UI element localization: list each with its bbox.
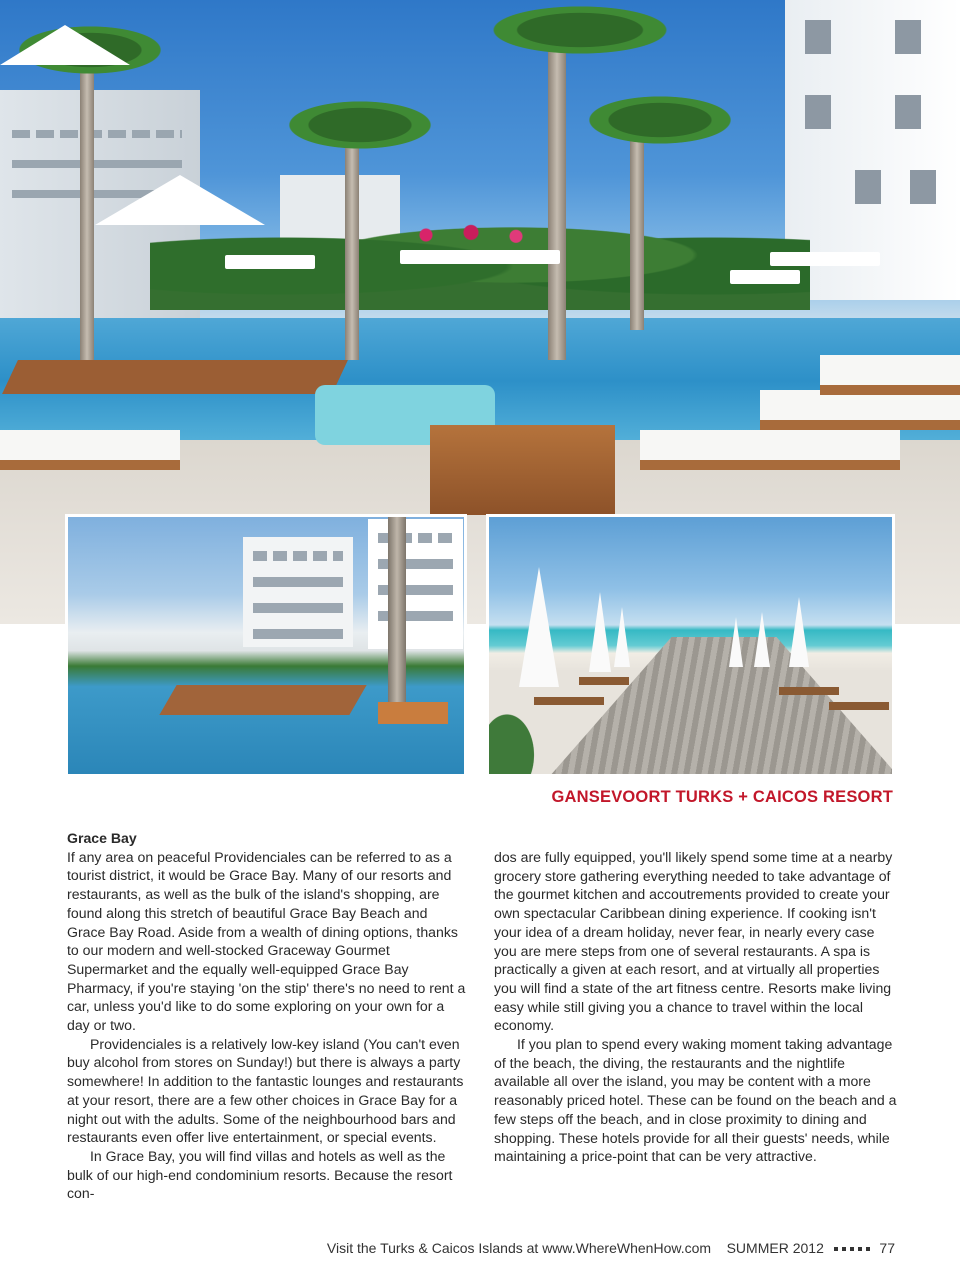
photo-palm-trunk	[388, 517, 406, 717]
hero-umbrella	[770, 252, 880, 266]
page-number: 77	[879, 1240, 895, 1256]
photo-table	[579, 677, 629, 685]
paragraph: If you plan to spend every waking moment taking advantage of the beach, the diving, the restaurants and the nightlife available all over the island, you may be content with a more reasonably priced hotel. These can be found on the beach and a few steps off the beach, and in close proximity to dining and shopping. These hotels provide for all their guests' needs, while maintaining a price-point that can be very attractive.	[494, 1036, 897, 1165]
photo-table	[534, 697, 604, 705]
photo-umbrella	[589, 592, 611, 672]
photo-umbrella	[519, 567, 559, 687]
photo-caption: GANSEVOORT TURKS + CAICOS RESORT	[551, 788, 893, 806]
hero-palm-trunk	[630, 130, 644, 330]
photo-umbrella	[614, 607, 630, 667]
hero-palm-trunk	[80, 60, 94, 360]
footer-issue: SUMMER 2012	[726, 1240, 824, 1256]
hero-lounger	[0, 430, 180, 470]
page-footer	[327, 1240, 895, 1256]
paragraph: If any area on peaceful Providenciales can be referred to as a tourist district, it would be Grace Bay. Many of our resorts and restaurants, as well as the bulk of the island's shopping, are found along this stretch of beautiful Grace Bay Beach and Grace Bay Road. Aside from a wealth of dining options, thanks to our modern and well-stocked Graceway Gourmet Supermarket and the equally well-equipped Grace Bay Pharmacy, if you're staying 'on the stip' there's no need to rent a car, unless you'd like to do some exploring on your own for a day or two.	[67, 848, 466, 1034]
hero-flowers	[390, 222, 570, 248]
article-column-right	[494, 848, 899, 1166]
paragraph: Providenciales is a relatively low-key island (You can't even buy alcohol from stores on Sunday!) but there is always a party somewhere! In addition to the fantastic lounges and restaurants at your resort, there are a few other choices in Grace Bay for a night out with the adults. Some of the neighbourhood bars and restaurants even offer live entertainment, or special events.	[67, 1035, 464, 1146]
hero-palm-fronds	[270, 95, 450, 155]
photo-building	[243, 537, 353, 647]
hero-palm-fronds	[470, 0, 690, 60]
photo-wood-deck	[159, 685, 366, 715]
article-column-left	[67, 829, 467, 1203]
hero-palm-trunk	[548, 30, 566, 360]
photo-table	[829, 702, 889, 710]
hero-wood-table	[430, 425, 615, 515]
photo-umbrella	[789, 597, 809, 667]
photo-pool-terrace	[65, 514, 467, 777]
hero-lounger	[760, 390, 960, 430]
photo-beach-dining	[486, 514, 895, 777]
hero-umbrella	[400, 250, 560, 264]
photo-building	[368, 519, 463, 649]
hero-palm-trunk	[345, 130, 359, 360]
hero-wood-deck	[2, 360, 348, 394]
section-heading: Grace Bay	[67, 830, 137, 846]
photo-table	[779, 687, 839, 695]
hero-umbrella	[730, 270, 800, 284]
hero-lounger	[640, 430, 900, 470]
hero-palm-fronds	[570, 90, 750, 150]
photo-wood-island	[378, 702, 448, 724]
hero-umbrella	[225, 255, 315, 269]
footer-text: Visit the Turks & Caicos Islands at www.WhereWhenHow.com	[326, 1240, 712, 1256]
paragraph: dos are fully equipped, you'll likely spend some time at a nearby grocery store gathering everything needed to take advantage of the gourmet kitchen and accoutrements provided to create your own spectacular Caribbean dining experience. If cooking isn't your idea of a dream holiday, never fear, in nearly every case you are mere steps from one of several restaurants. A spa is practically a given at each resort, and at virtually all properties you will find a state of the art fitness centre. Resorts make living easy while still giving you a chance to travel within the local economy.	[494, 849, 893, 1034]
hero-lounger	[820, 355, 960, 395]
paragraph: In Grace Bay, you will find villas and hotels as well as the bulk of our high-end condominium resorts. Because the resort con-	[67, 1147, 453, 1202]
